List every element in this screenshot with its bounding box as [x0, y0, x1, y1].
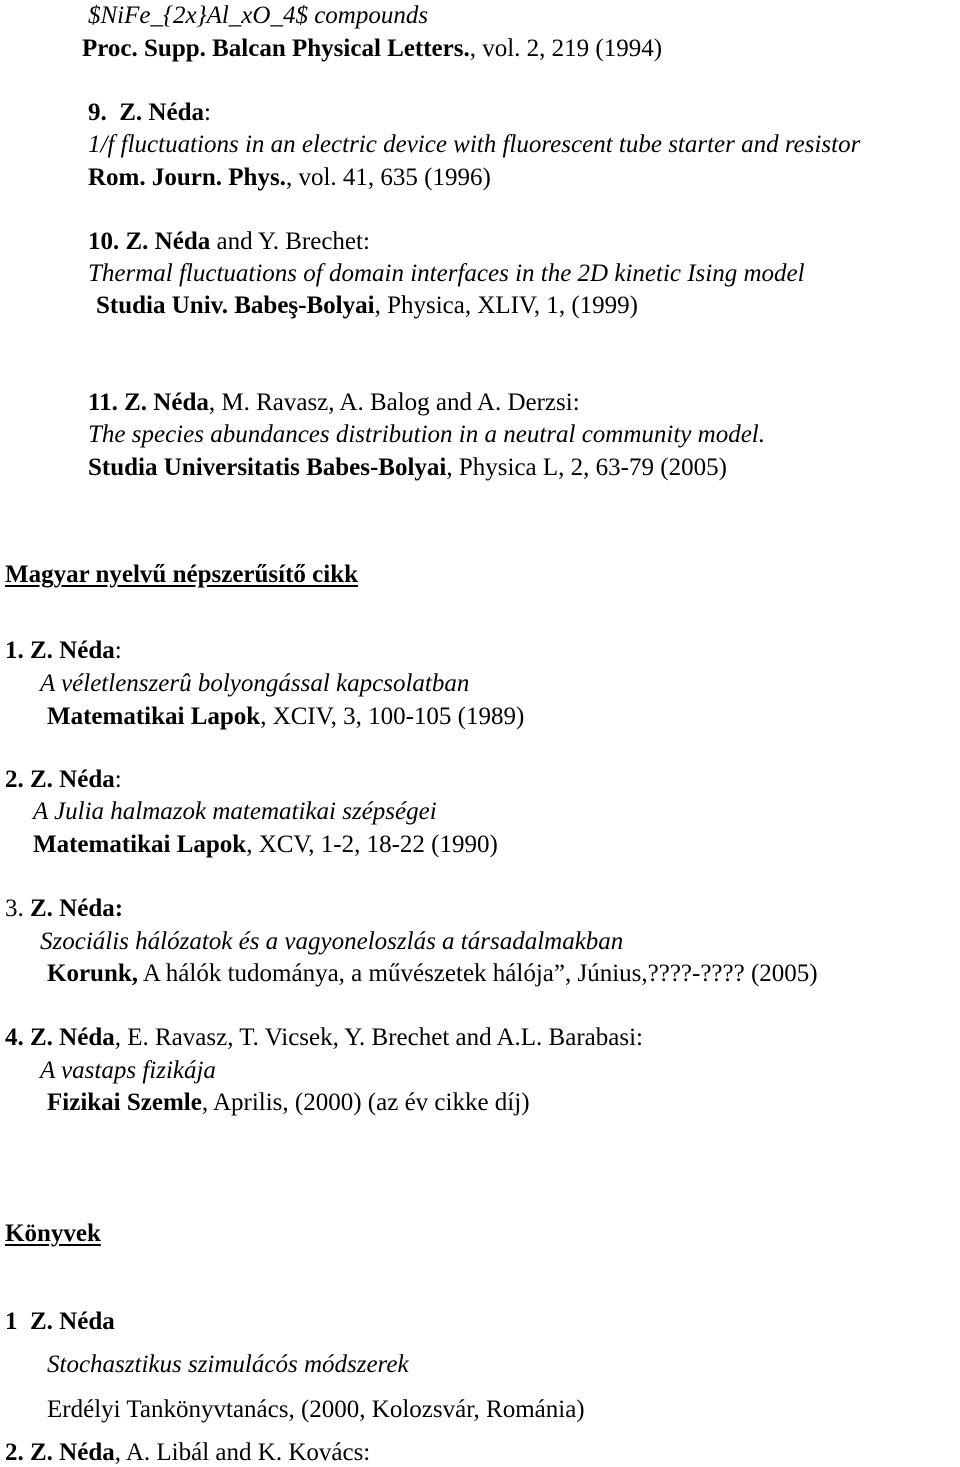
popular-4-source [47, 1090, 530, 1115]
book-2-author-line [5, 1440, 370, 1465]
section-heading-books: Könyvek [5, 1220, 101, 1247]
popular-2-number: 2. [5, 766, 24, 793]
entry-9-colon: : [203, 99, 211, 126]
popular-3-source [47, 961, 818, 986]
popular-3-number: 3. [5, 895, 24, 922]
entry-9-author-line [88, 100, 211, 125]
popular-2-journal: Matematikai Lapok [33, 831, 247, 858]
popular-1-journal: Matematikai Lapok [47, 703, 261, 730]
entry-9-author: Z. Néda [119, 99, 204, 126]
entry-10-author: Z. Néda [125, 228, 211, 255]
entry-11-source [88, 455, 727, 480]
popular-3-title: Szociális hálózatok és a vagyoneloszlás a társadalmakban [40, 928, 624, 955]
book-1-number: 1 [5, 1308, 18, 1335]
entry-11-journal: Studia Universitatis Babes-Bolyai [88, 454, 447, 481]
popular-4-details: , Aprilis, (2000) (az év cikke díj) [201, 1089, 530, 1116]
entry-8-journal: Proc. Supp. Balcan Physical Letters. [82, 35, 470, 62]
entry-10-coauthors: and Y. Brechet: [210, 228, 370, 255]
popular-2-colon: : [114, 766, 122, 793]
popular-3-author-line [5, 896, 123, 921]
book-2-number: 2. [5, 1439, 24, 1466]
popular-2-title: A Julia halmazok matematikai szépségei [33, 798, 437, 825]
popular-1-title: A véletlenszerû bolyongással kapcsolatban [40, 670, 470, 697]
popular-4-author-line [5, 1025, 643, 1050]
book-1-author: Z. Néda [30, 1308, 115, 1335]
section-heading-popular: Magyar nyelvű népszerűsítő cikk [5, 561, 359, 588]
entry-11-number: 11. [88, 389, 118, 416]
popular-4-coauthors: , E. Ravasz, T. Vicsek, Y. Brechet and A.L. Barabasi: [114, 1024, 643, 1051]
entry-10-journal: Studia Univ. Babeş-Bolyai [96, 292, 375, 319]
entry-11-author: Z. Néda [124, 389, 209, 416]
popular-1-details: , XCIV, 3, 100-105 (1989) [260, 703, 525, 730]
entry-8-source [82, 36, 662, 61]
entry-10-details: , Physica, XLIV, 1, (1999) [374, 292, 638, 319]
entry-11-details: , Physica L, 2, 63-79 (2005) [446, 454, 727, 481]
popular-1-number: 1. [5, 637, 24, 664]
entry-9-journal: Rom. Journ. Phys. [88, 164, 286, 191]
entry-9-title: 1/f fluctuations in an electric device with fluorescent tube starter and resistor [88, 131, 861, 158]
entry-8-details: , vol. 2, 219 (1994) [469, 35, 663, 62]
entry-10-number: 10. [88, 228, 120, 255]
book-2-coauthors: , A. Libál and K. Kovács: [114, 1439, 371, 1466]
entry-11-coauthors: , M. Ravasz, A. Balog and A. Derzsi: [208, 389, 580, 416]
popular-1-author-line [5, 638, 122, 663]
book-2-author: Z. Néda [30, 1439, 115, 1466]
popular-2-author-line [5, 767, 122, 792]
entry-10-title: Thermal fluctuations of domain interfaces in the 2D kinetic Ising model [88, 260, 805, 287]
popular-3-details: A hálók tudománya, a művészetek hálója”, Június,????-???? (2005) [138, 960, 818, 987]
book-1-author-line [5, 1309, 115, 1334]
popular-4-author: Z. Néda [30, 1024, 115, 1051]
popular-1-source [47, 704, 524, 729]
book-1-publisher: Erdélyi Tankönyvtanács, (2000, Kolozsvár, Románia) [47, 1396, 585, 1423]
popular-4-journal: Fizikai Szemle [47, 1089, 202, 1116]
popular-1-author: Z. Néda [30, 637, 115, 664]
popular-3-journal: Korunk, [47, 960, 139, 987]
entry-11-title: The species abundances distribution in a neutral community model. [88, 421, 766, 448]
popular-2-author: Z. Néda [30, 766, 115, 793]
popular-2-source [33, 832, 498, 857]
entry-9-source [88, 165, 491, 190]
popular-3-author: Z. Néda: [30, 895, 124, 922]
entry-9-number: 9. [88, 99, 107, 126]
entry-11-author-line [88, 390, 580, 415]
entry-9-details: , vol. 41, 635 (1996) [285, 164, 491, 191]
popular-2-details: , XCV, 1-2, 18-22 (1990) [246, 831, 498, 858]
popular-4-number: 4. [5, 1024, 24, 1051]
entry-8-title-tail: $NiFe_{2x}Al_xO_4$ compounds [88, 2, 429, 29]
entry-10-author-line [88, 229, 370, 254]
popular-1-colon: : [114, 637, 122, 664]
book-1-title: Stochasztikus szimulácós módszerek [47, 1351, 409, 1378]
entry-10-source [96, 293, 638, 318]
popular-4-title: A vastaps fizikája [40, 1057, 216, 1084]
